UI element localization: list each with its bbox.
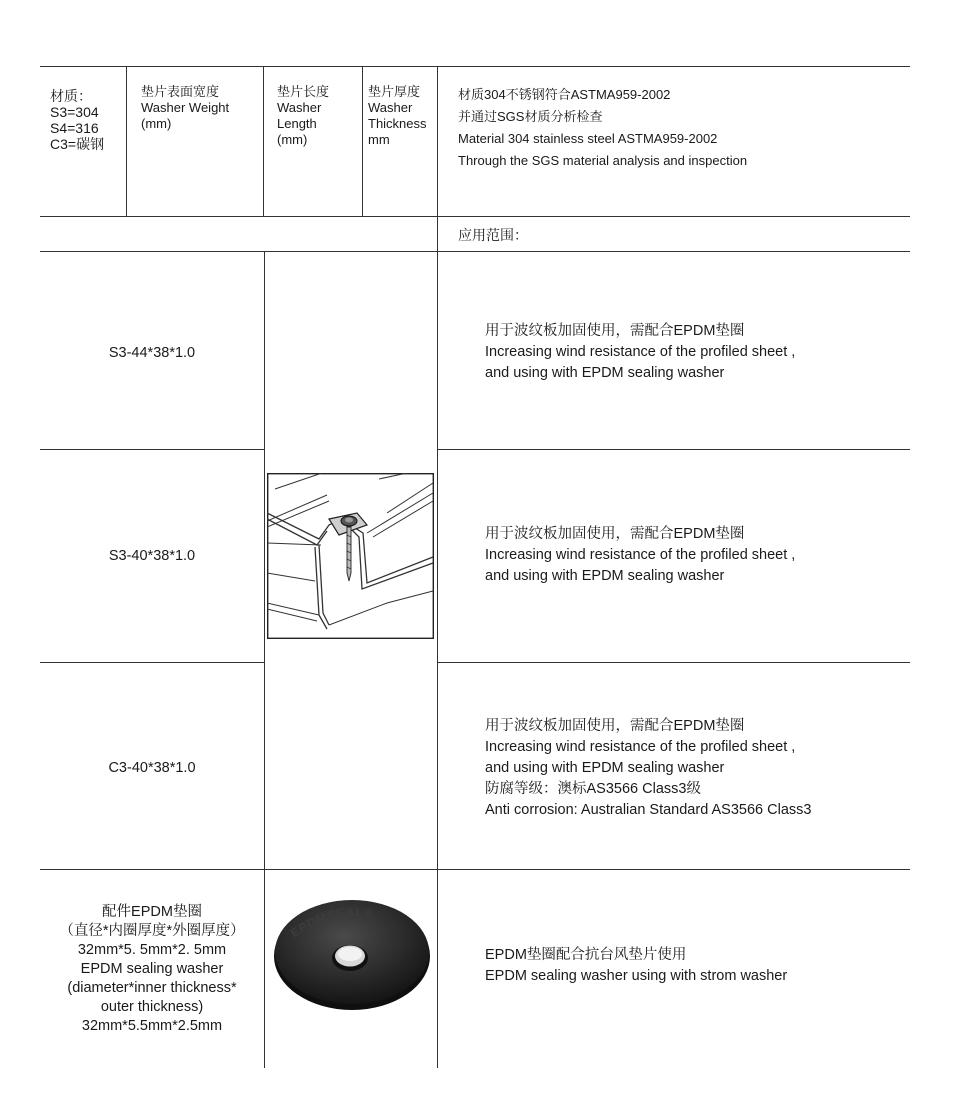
table-top-border (40, 66, 910, 67)
model-row-2: S3-40*38*1.0 (108, 548, 196, 564)
material-note-line: Material 304 stainless steel ASTMA959-2002 (458, 131, 718, 146)
description-line: Increasing wind resistance of the profiled sheet , (485, 739, 796, 755)
header-divider-1 (126, 66, 127, 216)
application-divider (437, 216, 438, 251)
accessory-line: EPDM sealing washer (80, 961, 224, 977)
row2-bottom-border-left (40, 662, 264, 663)
model-row-3: C3-40*38*1.0 (108, 760, 196, 776)
row1-bottom-border-left (40, 449, 264, 450)
header-washer-length-line: Length (277, 116, 317, 131)
header-material-line: C3=碳钢 (50, 136, 105, 152)
application-label: 应用范围： (458, 227, 528, 243)
accessory-line: 配件EPDM垫圈 (102, 904, 202, 920)
description-line: 用于波纹板加固使用，需配合EPDM垫圈 (485, 718, 745, 734)
accessory-line: （直径*内圈厚度*外圈厚度） (59, 923, 245, 939)
header-washer-length (277, 84, 329, 148)
description-line: 用于波纹板加固使用，需配合EPDM垫圈 (485, 323, 745, 339)
description-line: EPDM垫圈配合抗台风垫片使用 (485, 947, 687, 963)
material-note-line: Through the SGS material analysis and inspection (458, 153, 748, 168)
row1-bottom-border-right (437, 449, 910, 450)
accessory-line: outer thickness) (100, 999, 204, 1015)
header-divider-2 (263, 66, 264, 216)
description-row-2 (485, 524, 795, 587)
application-row-border (40, 251, 910, 252)
description-line: Increasing wind resistance of the profiled sheet , (485, 344, 796, 360)
header-washer-width-label: 垫片表面宽度 (141, 84, 220, 99)
header-washer-width-line: (mm) (141, 116, 172, 131)
header-material-note (458, 84, 747, 172)
accessory-spec (40, 903, 264, 1036)
material-note-line: 材质304不锈钢符合ASTMA959-2002 (458, 87, 671, 102)
accessory-line: (diameter*inner thickness* (67, 980, 237, 996)
header-material (50, 88, 104, 152)
model-row-1: S3-44*38*1.0 (108, 345, 196, 361)
material-note-line: 并通过SGS材质分析检查 (458, 109, 603, 124)
description-row-3 (485, 716, 811, 821)
description-line: and using with EPDM sealing washer (485, 760, 725, 776)
header-washer-thickness-line: Thickness (368, 116, 427, 131)
body-divider-left (264, 251, 265, 1068)
description-row-1 (485, 321, 795, 384)
accessory-description (485, 945, 787, 987)
profiled-sheet-illustration (267, 473, 434, 639)
header-washer-thickness-label: 垫片厚度 (368, 84, 421, 99)
description-line: Anti corrosion: Australian Standard AS3566 Class3 (485, 802, 812, 818)
header-washer-length-line: Washer (277, 100, 322, 115)
accessory-line: 32mm*5.5mm*2.5mm (81, 1018, 223, 1034)
header-washer-width-line: Washer Weight (141, 100, 230, 115)
header-washer-thickness (368, 84, 427, 148)
row3-bottom-border (40, 869, 910, 870)
header-washer-thickness-line: mm (368, 132, 390, 147)
description-line: and using with EPDM sealing washer (485, 365, 725, 381)
description-line: 用于波纹板加固使用，需配合EPDM垫圈 (485, 526, 745, 542)
description-line: 防腐等级：澳标AS3566 Class3级 (485, 781, 701, 797)
header-divider-3 (362, 66, 363, 216)
description-line: Increasing wind resistance of the profiled sheet , (485, 547, 796, 563)
epdm-washer-image (272, 894, 432, 1012)
header-material-line: S4=316 (50, 120, 99, 136)
header-material-line: S3=304 (50, 104, 99, 120)
description-line: and using with EPDM sealing washer (485, 568, 725, 584)
body-divider-right (437, 251, 438, 1068)
header-bottom-border (40, 216, 910, 217)
description-line: EPDM sealing washer using with strom washer (485, 968, 788, 984)
row2-bottom-border-right (437, 662, 910, 663)
header-washer-thickness-line: Washer (368, 100, 413, 115)
header-washer-length-line: (mm) (277, 132, 308, 147)
accessory-line: 32mm*5. 5mm*2. 5mm (77, 942, 227, 958)
header-divider-4 (437, 66, 438, 216)
washer-print-text: EPDMSEAL® (287, 904, 376, 941)
header-washer-length-label: 垫片长度 (277, 84, 330, 99)
header-material-label: 材质： (50, 88, 92, 104)
header-washer-width (141, 84, 229, 132)
